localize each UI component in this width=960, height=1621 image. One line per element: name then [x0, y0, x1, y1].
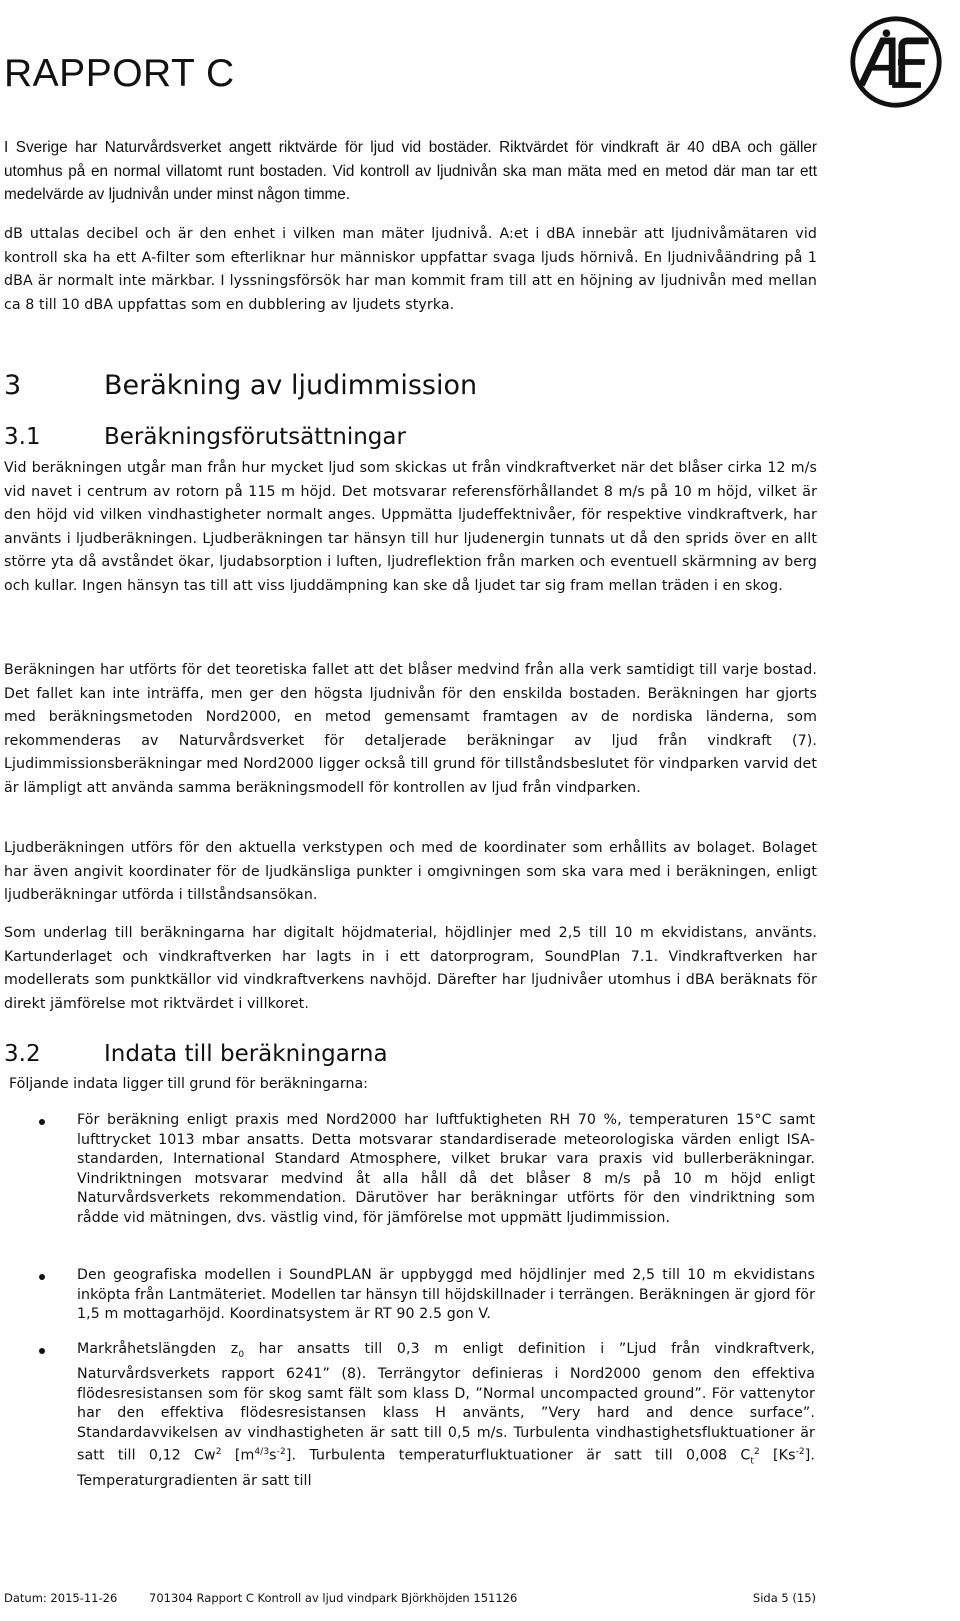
section-heading-3: 3 Beräkning av ljudimmission — [4, 370, 478, 401]
section-heading-3-2: 3.2 Indata till beräkningarna — [4, 1041, 388, 1067]
bullet-icon — [39, 1274, 45, 1280]
paragraph-decibel: dB uttalas decibel och är den enhet i vilken man mäter ljudnivå. A:et i dBA innebär att ljudnivåmätaren vid kontroll ska ha ett A-filter som efterliknar hur människor uppfattar svaga ljuds hörnivå. En ljudnivåändring på 1 dBA är normalt inte märkbar. I lyssningsförsök har man kommit fram till att en höjning av ljudnivån med mellan ca 8 till 10 dBA uppfattas som en dubblering av ljudets styrka. — [4, 226, 817, 313]
list-item-text: Den geografiska modellen i SoundPLAN är uppbyggd med höjdlinjer med 2,5 till 10 m ekvidistans inköpta från Lantmäteriet. Modellen tar hänsyn till höjdskillnader i terrängen. Beräkningen är gjord för 1,5 m mottagarhöjd. Koordinatsystem är RT 90 2.5 gon V. — [77, 1267, 815, 1322]
paragraph-hojdmaterial: Som underlag till beräkningarna har digitalt höjdmaterial, höjdlinjer med 2,5 till 10 m ekvidistans, använts. Kartunderlaget och vindkraftverken har lagts in i ett datorprogram, SoundPlan 7.1. Vindkraftverken har modellerats som punktkällor vid vindkraftverkens navhöjd. Därefter har ljudnivåer utomhus i dBA beräknats för direkt jämförelse mot riktvärdet i villkoret. — [4, 925, 817, 1012]
indata-intro: Följande indata ligger till grund för beräkningarna: — [9, 1076, 368, 1092]
page-footer — [4, 1591, 816, 1611]
bullet-icon — [39, 1119, 45, 1125]
paragraph-medvind: Beräkningen har utförts för det teoretiska fallet att det blåser medvind från alla verk samtidigt till varje bostad. Det fallet kan inte inträffa, men ger den högsta ljudnivån för den enskilda bostaden. Beräkningen har gjorts med beräkningsmetoden Nord2000, en metod gemensamt framtagen av de nordiska länderna, som rekommenderas av Naturvårdsverket för detaljerade beräkningar av ljud från vindkraft (7). Ljudimmissionsberäkningar med Nord2000 ligger också till grund för tillståndsbeslutet för vindparken varvid det är lämpligt att använda samma beräkningsmodell för kontrollen av ljud från vindparken. — [4, 662, 817, 796]
paragraph-riktvarde: I Sverige har Naturvårdsverket angett riktvärde för ljud vid bostäder. Riktvärdet för vindkraft är 40 dBA och gäller utomhus på en normal villatomt runt bostaden. Vid kontroll av ljudnivån ska man mäta med en metod där man tar ett medelvärde av ljudnivån under minst någon timme. — [4, 139, 817, 203]
af-logo-icon — [848, 14, 944, 110]
list-item-text: Markråhetslängden $z_0$ har ansatts till 0,3 m enligt definition i ”Ljud från vindkraftverk, Naturvårdsverkets rapport 6241” (8). Terrängytor definieras i Nord2000 genom den effektiva flödesresistansen som för skog samt fält som klass D, ”Normal uncompacted ground”. För vattenytor har den effektiva flödesresistansen klass H använts, ”Very hard and dence surface”. Standardavvikelsen av vindhastigheten är satt till 0,5 m/s. Turbulenta vindhastighetsfluktuationer är satt till 0,12 Cw$^2$ $[m^{4/3}s^{-2}]$. Turbulenta temperaturfluktuationer är satt till 0,008 $C_t^2$ $[Ks^{-2}]$. Temperaturgradienten är satt till — [77, 1341, 815, 1490]
footer-date: Datum: 2015-11-26 — [4, 1591, 118, 1605]
page-title: RAPPORT C — [4, 52, 235, 95]
footer-document-name: 701304 Rapport C Kontroll av ljud vindpark Björkhöjden 151126 — [149, 1591, 518, 1605]
section-heading-3-1: 3.1 Beräkningsförutsättningar — [4, 424, 406, 450]
paragraph-koordinater: Ljudberäkningen utförs för den aktuella verkstypen och med de koordinater som erhållits av bolaget. Bolaget har även angivit koordinater för de ljudkänsliga punkter i omgivningen som ska vara med i beräkningen, enligt ljudberäkningar utförda i tillståndsansökan. — [4, 840, 817, 904]
footer-page-number: Sida 5 (15) — [752, 1591, 816, 1605]
paragraph-berakning: Vid beräkningen utgår man från hur mycket ljud som skickas ut från vindkraftverket när det blåser cirka 12 m/s vid navet i centrum av rotorn på 115 m höjd. Det motsvarar referensförhållandet 8 m/s på 10 m höjd, vilket är den höjd vid vilken vindhastigheter normalt anges. Uppmätta ljudeffektnivåer, för respektive vindkraftverk, har använts i ljudberäkningen. Ljudberäkningen tar hänsyn till hur ljudenergin tunnats ut då den sprids över en allt större yta då avståndet ökar, ljudabsorption i luften, ljudreflektion från marken och eventuell skärmning av berg och kullar. Ingen hänsyn tas till att viss ljuddämpning kan ske då ljudet tar sig fram mellan träden i en skog. — [4, 460, 817, 594]
list-item-text: För beräkning enligt praxis med Nord2000 har luftfuktigheten RH 70 %, temperaturen 15°C samt lufttrycket 1013 mbar ansatts. Detta motsvarar standardiserade meteorologiska värden enligt ISA-standarden, International Standard Atmosphere, vilket brukar vara praxis vid bullerberäkningar. Vindriktningen motsvarar medvind åt alla håll då det blåser 8 m/s på 10 m höjd enligt Naturvårdsverkets rekommendation. Därutöver har beräkningar utförts för den vindriktning som rådde vid mätningen, dvs. västlig vind, för jämförelse mot uppmätt ljudimmission. — [77, 1112, 815, 1226]
bullet-icon — [39, 1348, 45, 1354]
